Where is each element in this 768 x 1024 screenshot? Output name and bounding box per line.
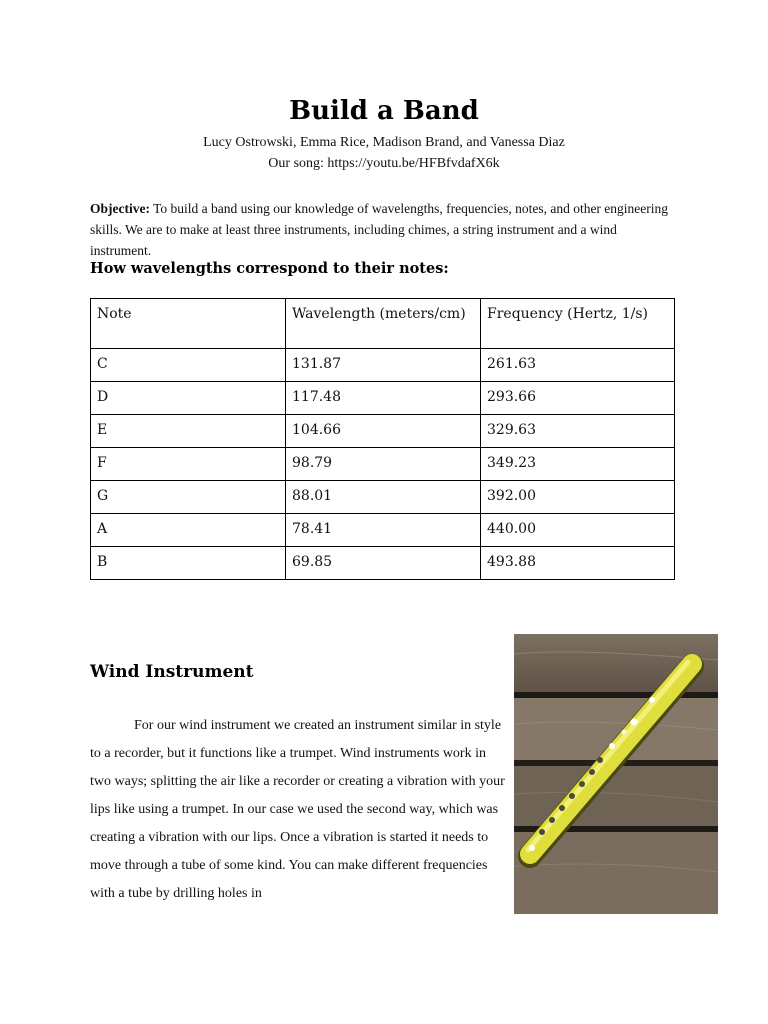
- cell-wavelength: 104.66: [286, 415, 481, 448]
- cell-note: F: [91, 448, 286, 481]
- header-note: Note: [91, 299, 286, 349]
- table-row: [91, 514, 675, 547]
- cell-frequency: 392.00: [481, 481, 675, 514]
- notes-table: [90, 298, 675, 580]
- cell-frequency: 493.88: [481, 547, 675, 580]
- authors-line: Lucy Ostrowski, Emma Rice, Madison Brand, and Vanessa Diaz: [203, 135, 565, 150]
- objective-paragraph: [90, 198, 680, 261]
- cell-note: A: [91, 514, 286, 547]
- table-row: [91, 382, 675, 415]
- wind-section-title: Wind Instrument: [90, 662, 254, 682]
- cell-wavelength: 88.01: [286, 481, 481, 514]
- cell-note: C: [91, 349, 286, 382]
- header-frequency: Frequency (Hertz, 1/s): [481, 299, 675, 349]
- wind-paragraph: For our wind instrument we created an instrument similar in style to a recorder, but it functions like a trumpet. Wind instruments work in two ways; splitting the air like a recorder or creating a vibration with your lips like using a trumpet. In our case we used the second way, which was creating a vibration with our lips. Once a vibration is started it needs to move through a tube of some kind. You can make different frequencies with a tube by drilling holes in: [90, 718, 505, 901]
- cell-wavelength: 69.85: [286, 547, 481, 580]
- cell-note: E: [91, 415, 286, 448]
- objective-label: Objective:: [90, 201, 150, 216]
- table-heading: How wavelengths correspond to their notes:: [90, 260, 449, 277]
- table-row: [91, 448, 675, 481]
- cell-frequency: 440.00: [481, 514, 675, 547]
- cell-frequency: 329.63: [481, 415, 675, 448]
- cell-note: G: [91, 481, 286, 514]
- table-row: [91, 415, 675, 448]
- table-row: [91, 547, 675, 580]
- table-header-row: [91, 299, 675, 349]
- table-row: [91, 481, 675, 514]
- song-link[interactable]: Our song: https://youtu.be/HFBfvdafX6k: [268, 156, 500, 171]
- cell-frequency: 293.66: [481, 382, 675, 415]
- cell-wavelength: 98.79: [286, 448, 481, 481]
- cell-note: B: [91, 547, 286, 580]
- flute-photo: [514, 634, 718, 914]
- cell-wavelength: 131.87: [286, 349, 481, 382]
- page-title: Build a Band: [289, 96, 479, 126]
- header-wavelength: Wavelength (meters/cm): [286, 299, 481, 349]
- cell-wavelength: 78.41: [286, 514, 481, 547]
- cell-wavelength: 117.48: [286, 382, 481, 415]
- table-row: [91, 349, 675, 382]
- objective-text: To build a band using our knowledge of wavelengths, frequencies, notes, and other engineering skills. We are to make at least three instruments, including chimes, a string instrument and a wind instrument.: [90, 201, 669, 258]
- cell-note: D: [91, 382, 286, 415]
- cell-frequency: 349.23: [481, 448, 675, 481]
- cell-frequency: 261.63: [481, 349, 675, 382]
